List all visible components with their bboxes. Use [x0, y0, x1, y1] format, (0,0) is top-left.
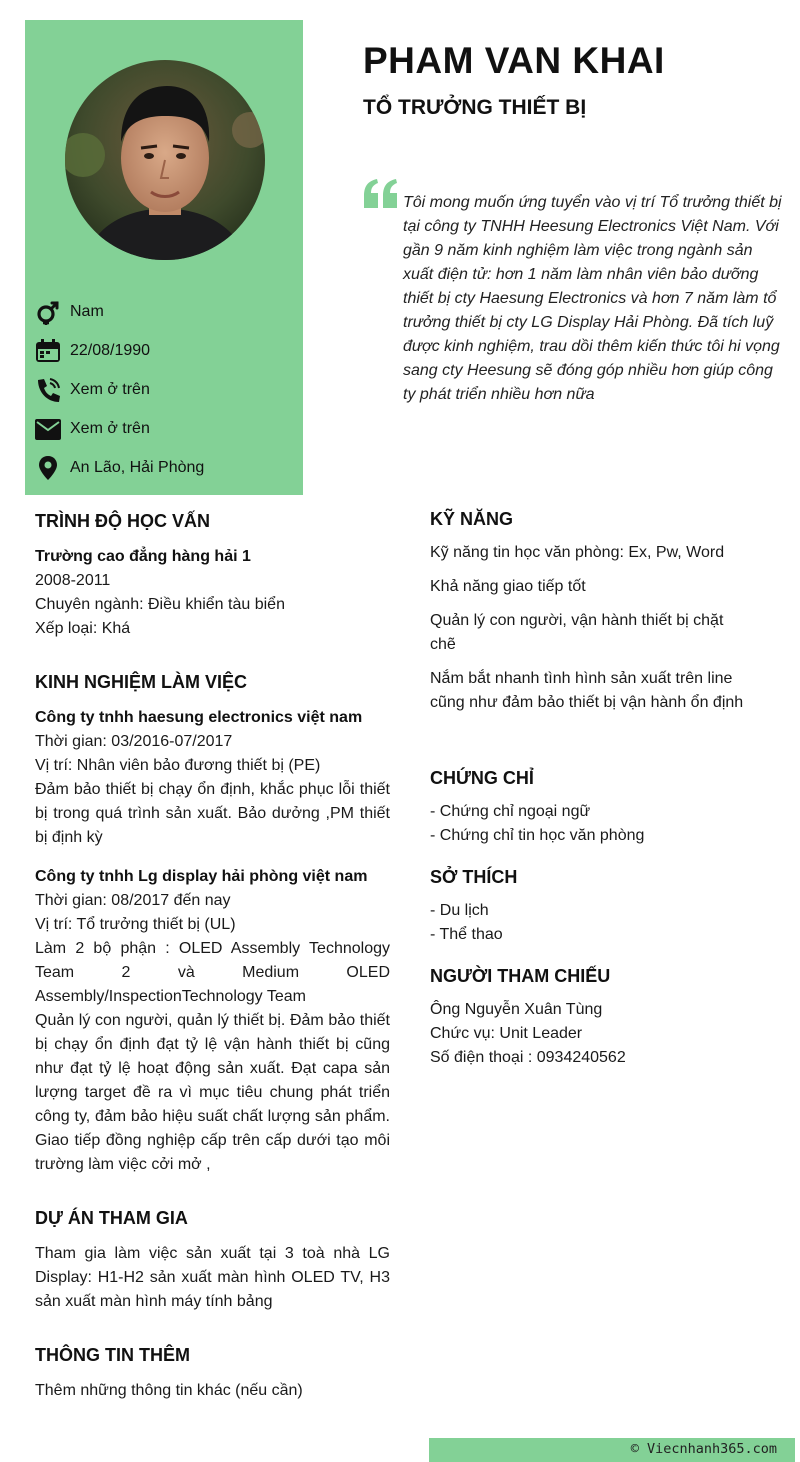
- certificate-item: - Chứng chỉ ngoại ngữ: [430, 803, 591, 820]
- calendar-icon: [35, 338, 61, 364]
- candidate-title: TỔ TRƯỞNG THIẾT BỊ: [363, 96, 587, 119]
- job-1-description: Đảm bảo thiết bị chạy ổn định, khắc phục lỗi thiết bị trong quá trình sản xuất. Bảo dưởng ,PM thiết bị định kỳ: [35, 781, 390, 846]
- education-block: [35, 545, 395, 641]
- reference-name: Ông Nguyễn Xuân Tùng: [430, 1001, 603, 1018]
- hobbies-heading: SỞ THÍCH: [430, 867, 518, 887]
- quote-icon: [362, 176, 400, 215]
- job-2-description-2: Quản lý con người, quản lý thiết bị. Đảm bảo thiết bị chạy ổn định đạt tỷ lệ vận hành thiết bị cũng như đạt tỷ lệ hoạt động sản xuất. Đạt capa sản lượng target đề ra vì mục tiêu chung phát triển công ty, đảm bảo hiệu suất chất lượng sản phẩm. Giao tiếp đồng nghiệp cấp trên cấp dưới tạo môi trường làm việc cởi mở ,: [35, 1012, 390, 1173]
- address-text: An Lão, Hải Phòng: [70, 459, 205, 476]
- career-objective: Tôi mong muốn ứng tuyển vào vị trí Tổ trưởng thiết bị tại công ty TNHH Heesung Electronics Việt Nam. Với gần 9 năm kinh nghiệm làm việc trong ngành sản xuất điện tử: hơn 1 năm làm nhân viên bảo dưỡng thiết bị cty Haesung Electronics và hơn 7 năm làm tổ trưởng thiết bị cty LG Display Hải Phòng. Đã tích luỹ được kinh nghiệm, trau dồi thêm kiến thức tôi hi vọng sang cty Heesung sẽ đóng góp nhiều hơn giúp công ty phát triển nhiều hơn nữa: [403, 194, 782, 403]
- job-2-description: Làm 2 bộ phận : OLED Assembly Technology Team 2 và Medium OLED Assembly/InspectionTechnology Team: [35, 940, 390, 1005]
- job-1-position: Vị trí: Nhân viên bảo đương thiết bị (PE): [35, 757, 321, 774]
- contact-gender: [35, 298, 104, 326]
- school-name: Trường cao đẳng hàng hải 1: [35, 548, 251, 565]
- email-text: Xem ở trên: [70, 420, 150, 437]
- job-1-company: Công ty tnhh haesung electronics việt nam: [35, 709, 363, 726]
- contact-email: [35, 415, 150, 443]
- education-major: Chuyên ngành: Điều khiển tàu biển: [35, 596, 285, 613]
- skill-item: Khả năng giao tiếp tốt: [430, 578, 586, 595]
- skill-item: Kỹ năng tin học văn phòng: Ex, Pw, Word: [430, 544, 725, 561]
- certificate-item: - Chứng chỉ tin học văn phòng: [430, 827, 645, 844]
- contact-birthday: [35, 337, 150, 365]
- phone-icon: [35, 377, 61, 403]
- footer-bar: [429, 1438, 795, 1462]
- contact-phone: [35, 376, 150, 404]
- reference-position: Chức vụ: Unit Leader: [430, 1025, 583, 1042]
- gender-icon: [35, 299, 61, 325]
- phone-text: Xem ở trên: [70, 381, 150, 398]
- reference-block: [430, 998, 770, 1070]
- hobbies-list: [430, 899, 760, 947]
- hobby-item: - Du lịch: [430, 902, 489, 919]
- projects-text: Tham gia làm việc sản xuất tại 3 toà nhà LG Display: H1-H2 sản xuất màn hình OLED TV, H3 sản xuất màn hình máy tính bảng: [35, 1245, 390, 1310]
- job-2-company: Công ty tnhh Lg display hải phòng việt nam: [35, 868, 368, 885]
- job-2-position: Vị trí: Tổ trưởng thiết bị (UL): [35, 916, 236, 933]
- experience-heading: KINH NGHIỆM LÀM VIỆC: [35, 672, 248, 692]
- job-2: [35, 865, 390, 1177]
- reference-heading: NGƯỜI THAM CHIẾU: [430, 966, 611, 986]
- footer-copyright: © Viecnhanh365.com: [630, 1441, 777, 1457]
- birthday-text: 22/08/1990: [70, 342, 151, 359]
- avatar: [65, 60, 265, 260]
- certificates-heading: CHỨNG CHỈ: [430, 768, 534, 788]
- envelope-icon: [35, 416, 61, 442]
- education-period: 2008-2011: [35, 572, 111, 589]
- education-heading: TRÌNH ĐỘ HỌC VẤN: [35, 511, 210, 531]
- profile-sidebar: [25, 20, 303, 495]
- job-1: [35, 706, 390, 850]
- education-grade: Xếp loại: Khá: [35, 620, 131, 637]
- extra-heading: THÔNG TIN THÊM: [35, 1345, 190, 1365]
- skill-item: Quản lý con người, vận hành thiết bị chặt chẽ: [430, 612, 724, 653]
- gender-text: Nam: [70, 303, 104, 320]
- reference-phone: Số điện thoại : 0934240562: [430, 1049, 626, 1066]
- location-pin-icon: [35, 455, 61, 481]
- candidate-name: PHAM VAN KHAI: [363, 40, 665, 81]
- job-2-time: Thời gian: 08/2017 đến nay: [35, 892, 231, 909]
- job-1-time: Thời gian: 03/2016-07/2017: [35, 733, 233, 750]
- portrait-image: [65, 60, 265, 260]
- contact-address: [35, 454, 204, 482]
- hobby-item: - Thể thao: [430, 926, 503, 943]
- skill-item: Nắm bắt nhanh tình hình sản xuất trên line cũng như đảm bảo thiết bị vận hành ổn định: [430, 670, 744, 711]
- certificates-list: [430, 800, 760, 848]
- extra-text: Thêm những thông tin khác (nếu cần): [35, 1382, 303, 1399]
- skills-heading: KỸ NĂNG: [430, 509, 514, 529]
- projects-heading: DỰ ÁN THAM GIA: [35, 1208, 188, 1228]
